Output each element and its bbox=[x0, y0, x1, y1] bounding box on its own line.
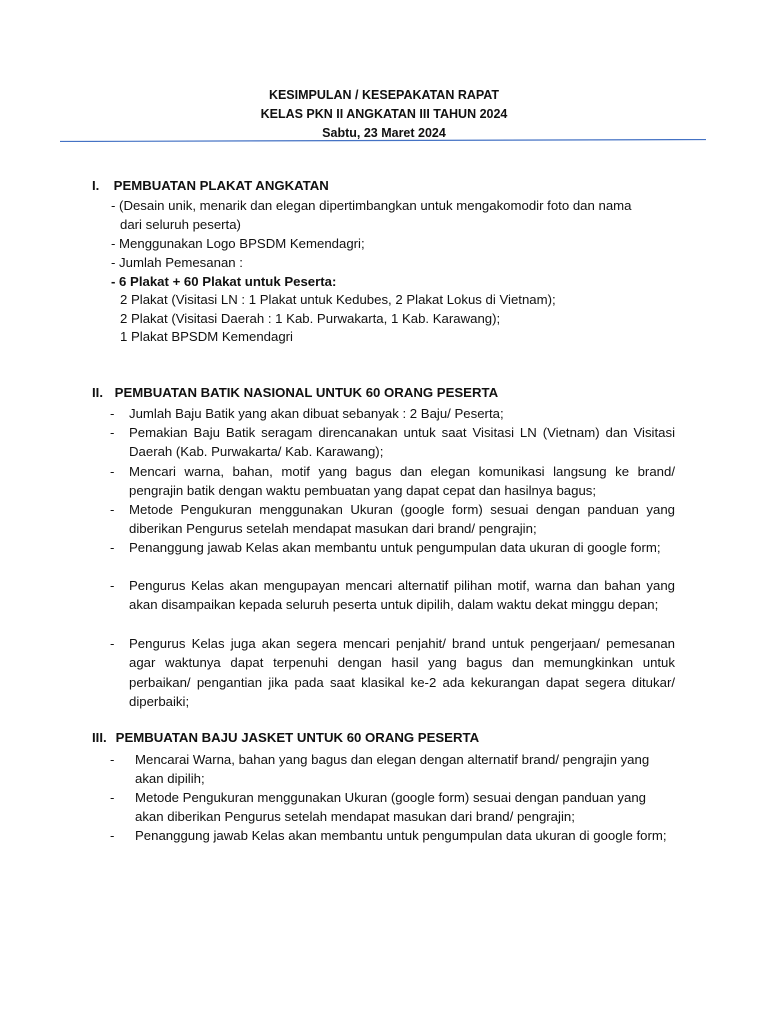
section-2-number: II. bbox=[92, 385, 103, 400]
section-3-item-text: Penanggung jawab Kelas akan membantu untuk pengumpulan data ukuran di google form; bbox=[135, 828, 667, 843]
section-3-number: III. bbox=[92, 730, 107, 745]
bullet-dash: - bbox=[110, 752, 115, 767]
bullet-dash: - bbox=[110, 828, 115, 843]
section-2-item-text: Metode Pengukuran menggunakan Ukuran (google form) sesuai dengan panduan yang diberikan Pengurus setelah mendapat masukan dari brand/ pengrajin; bbox=[129, 502, 675, 537]
bullet-dash: - bbox=[110, 464, 115, 479]
bullet-dash: - bbox=[110, 425, 115, 440]
section-2-item-text: Mencari warna, bahan, motif yang bagus dan elegan komunikasi langsung ke brand/ pengrajin batik dengan waktu pembuatan yang dapat cepat dan hasilnya bagus; bbox=[129, 464, 675, 499]
bullet-dash: - bbox=[110, 578, 115, 593]
section-3-title: PEMBUATAN BAJU JASKET UNTUK 60 ORANG PESERTA bbox=[115, 730, 480, 745]
section-1-line: - Jumlah Pemesanan : bbox=[111, 255, 243, 270]
bullet-dash: - bbox=[110, 406, 115, 421]
section-2-heading bbox=[92, 385, 498, 400]
document-header bbox=[0, 86, 768, 143]
section-1-line: 2 Plakat (Visitasi LN : 1 Plakat untuk Kedubes, 2 Plakat Lokus di Vietnam); bbox=[120, 292, 556, 307]
section-3-item-text: Metode Pengukuran menggunakan Ukuran (google form) sesuai dengan panduan yang akan diberikan Pengurus setelah mendapat masukan dari brand/ pengrajin; bbox=[135, 790, 647, 825]
section-1-line: - Menggunakan Logo BPSDM Kemendagri; bbox=[111, 236, 365, 251]
header-title: KESIMPULAN / KESEPAKATAN RAPAT bbox=[268, 88, 500, 102]
header-divider bbox=[60, 139, 706, 142]
bullet-dash: - bbox=[110, 636, 115, 651]
section-2-item-text: Jumlah Baju Batik yang akan dibuat sebanyak : 2 Baju/ Peserta; bbox=[129, 406, 504, 421]
section-1-title: PEMBUATAN PLAKAT ANGKATAN bbox=[113, 178, 329, 193]
section-2-title: PEMBUATAN BATIK NASIONAL UNTUK 60 ORANG PESERTA bbox=[114, 385, 499, 400]
section-1-number: I. bbox=[92, 178, 100, 193]
section-1-line: 2 Plakat (Visitasi Daerah : 1 Kab. Purwakarta, 1 Kab. Karawang); bbox=[120, 311, 501, 326]
section-1-heading bbox=[92, 178, 329, 193]
header-subtitle: KELAS PKN II ANGKATAN III TAHUN 2024 bbox=[260, 107, 508, 121]
section-2-item-text: Pengurus Kelas juga akan segera mencari penjahit/ brand untuk pengerjaan/ pemesanan agar waktunya dapat terpenuhi dengan hasil yang bagus dan memungkinkan untuk perbaikan/ pengantian jika pada saat klasikal ke-2 ada kekurangan dapat segera ditukar/ diperbaiki; bbox=[129, 636, 675, 710]
section-2-item-text: Penanggung jawab Kelas akan membantu untuk pengumpulan data ukuran di google form; bbox=[129, 540, 661, 555]
header-date: Sabtu, 23 Maret 2024 bbox=[322, 126, 446, 140]
section-3-item-text: Mencarai Warna, bahan yang bagus dan elegan dengan alternatif brand/ pengrajin yang akan dipilih; bbox=[135, 752, 650, 787]
section-2-item-text: Pemakian Baju Batik seragam direncanakan untuk saat Visitasi LN (Vietnam) dan Visitasi Daerah (Kab. Purwakarta/ Kab. Karawang); bbox=[129, 425, 675, 460]
section-1-line: - 6 Plakat + 60 Plakat untuk Peserta: bbox=[111, 274, 337, 289]
section-1-line: dari seluruh peserta) bbox=[120, 217, 241, 232]
bullet-dash: - bbox=[110, 790, 115, 805]
bullet-dash: - bbox=[110, 502, 115, 517]
bullet-dash: - bbox=[110, 540, 115, 555]
section-1-line: 1 Plakat BPSDM Kemendagri bbox=[120, 329, 293, 344]
section-2-item-text: Pengurus Kelas akan mengupayan mencari alternatif pilihan motif, warna dan bahan yang akan disampaikan kepada seluruh peserta untuk dipilih, dalam waktu dekat minggu depan; bbox=[129, 578, 675, 613]
section-3-heading bbox=[92, 730, 479, 745]
section-1-line: - (Desain unik, menarik dan elegan dipertimbangkan untuk mengakomodir foto dan nama bbox=[111, 198, 632, 213]
